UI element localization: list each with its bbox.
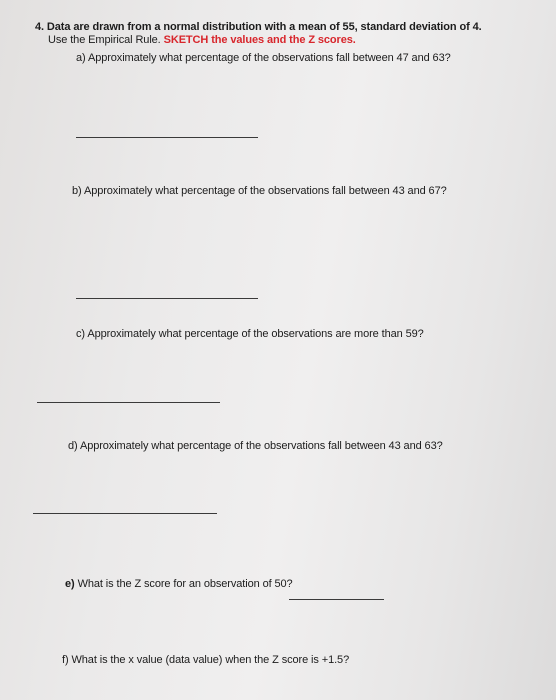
answer-line-d[interactable] (33, 513, 217, 514)
question-b-label: b) (72, 185, 82, 197)
answer-line-c[interactable] (37, 402, 220, 403)
question-b (72, 185, 447, 198)
question-c (76, 328, 424, 341)
question-f-text: What is the x value (data value) when the Z score is +1.5? (71, 654, 350, 666)
question-d (68, 440, 443, 453)
question-e-label: e) (65, 578, 75, 590)
instruction-line (48, 34, 356, 47)
instruction-text: Use the Empirical Rule. (48, 34, 161, 46)
question-a-label: a) (76, 52, 86, 64)
question-c-text: Approximately what percentage of the observations are more than 59? (87, 328, 424, 340)
question-f-label: f) (62, 654, 69, 666)
question-e-text: What is the Z score for an observation of 50? (77, 578, 293, 590)
question-f (62, 654, 349, 667)
answer-line-a[interactable] (76, 137, 258, 138)
answer-line-b[interactable] (76, 298, 258, 299)
sketch-instruction: SKETCH the values and the Z scores. (163, 34, 356, 46)
problem-statement: 4. Data are drawn from a normal distribution with a mean of 55, standard deviation of 4. (35, 21, 482, 33)
question-a-text: Approximately what percentage of the observations fall between 47 and 63? (87, 52, 451, 64)
question-d-text: Approximately what percentage of the observations fall between 43 and 63? (79, 440, 443, 452)
question-b-text: Approximately what percentage of the observations fall between 43 and 67? (83, 185, 447, 197)
answer-line-e[interactable] (289, 599, 384, 600)
question-a (76, 52, 451, 65)
question-d-label: d) (68, 440, 78, 452)
question-e (65, 578, 293, 591)
question-c-label: c) (76, 328, 85, 340)
